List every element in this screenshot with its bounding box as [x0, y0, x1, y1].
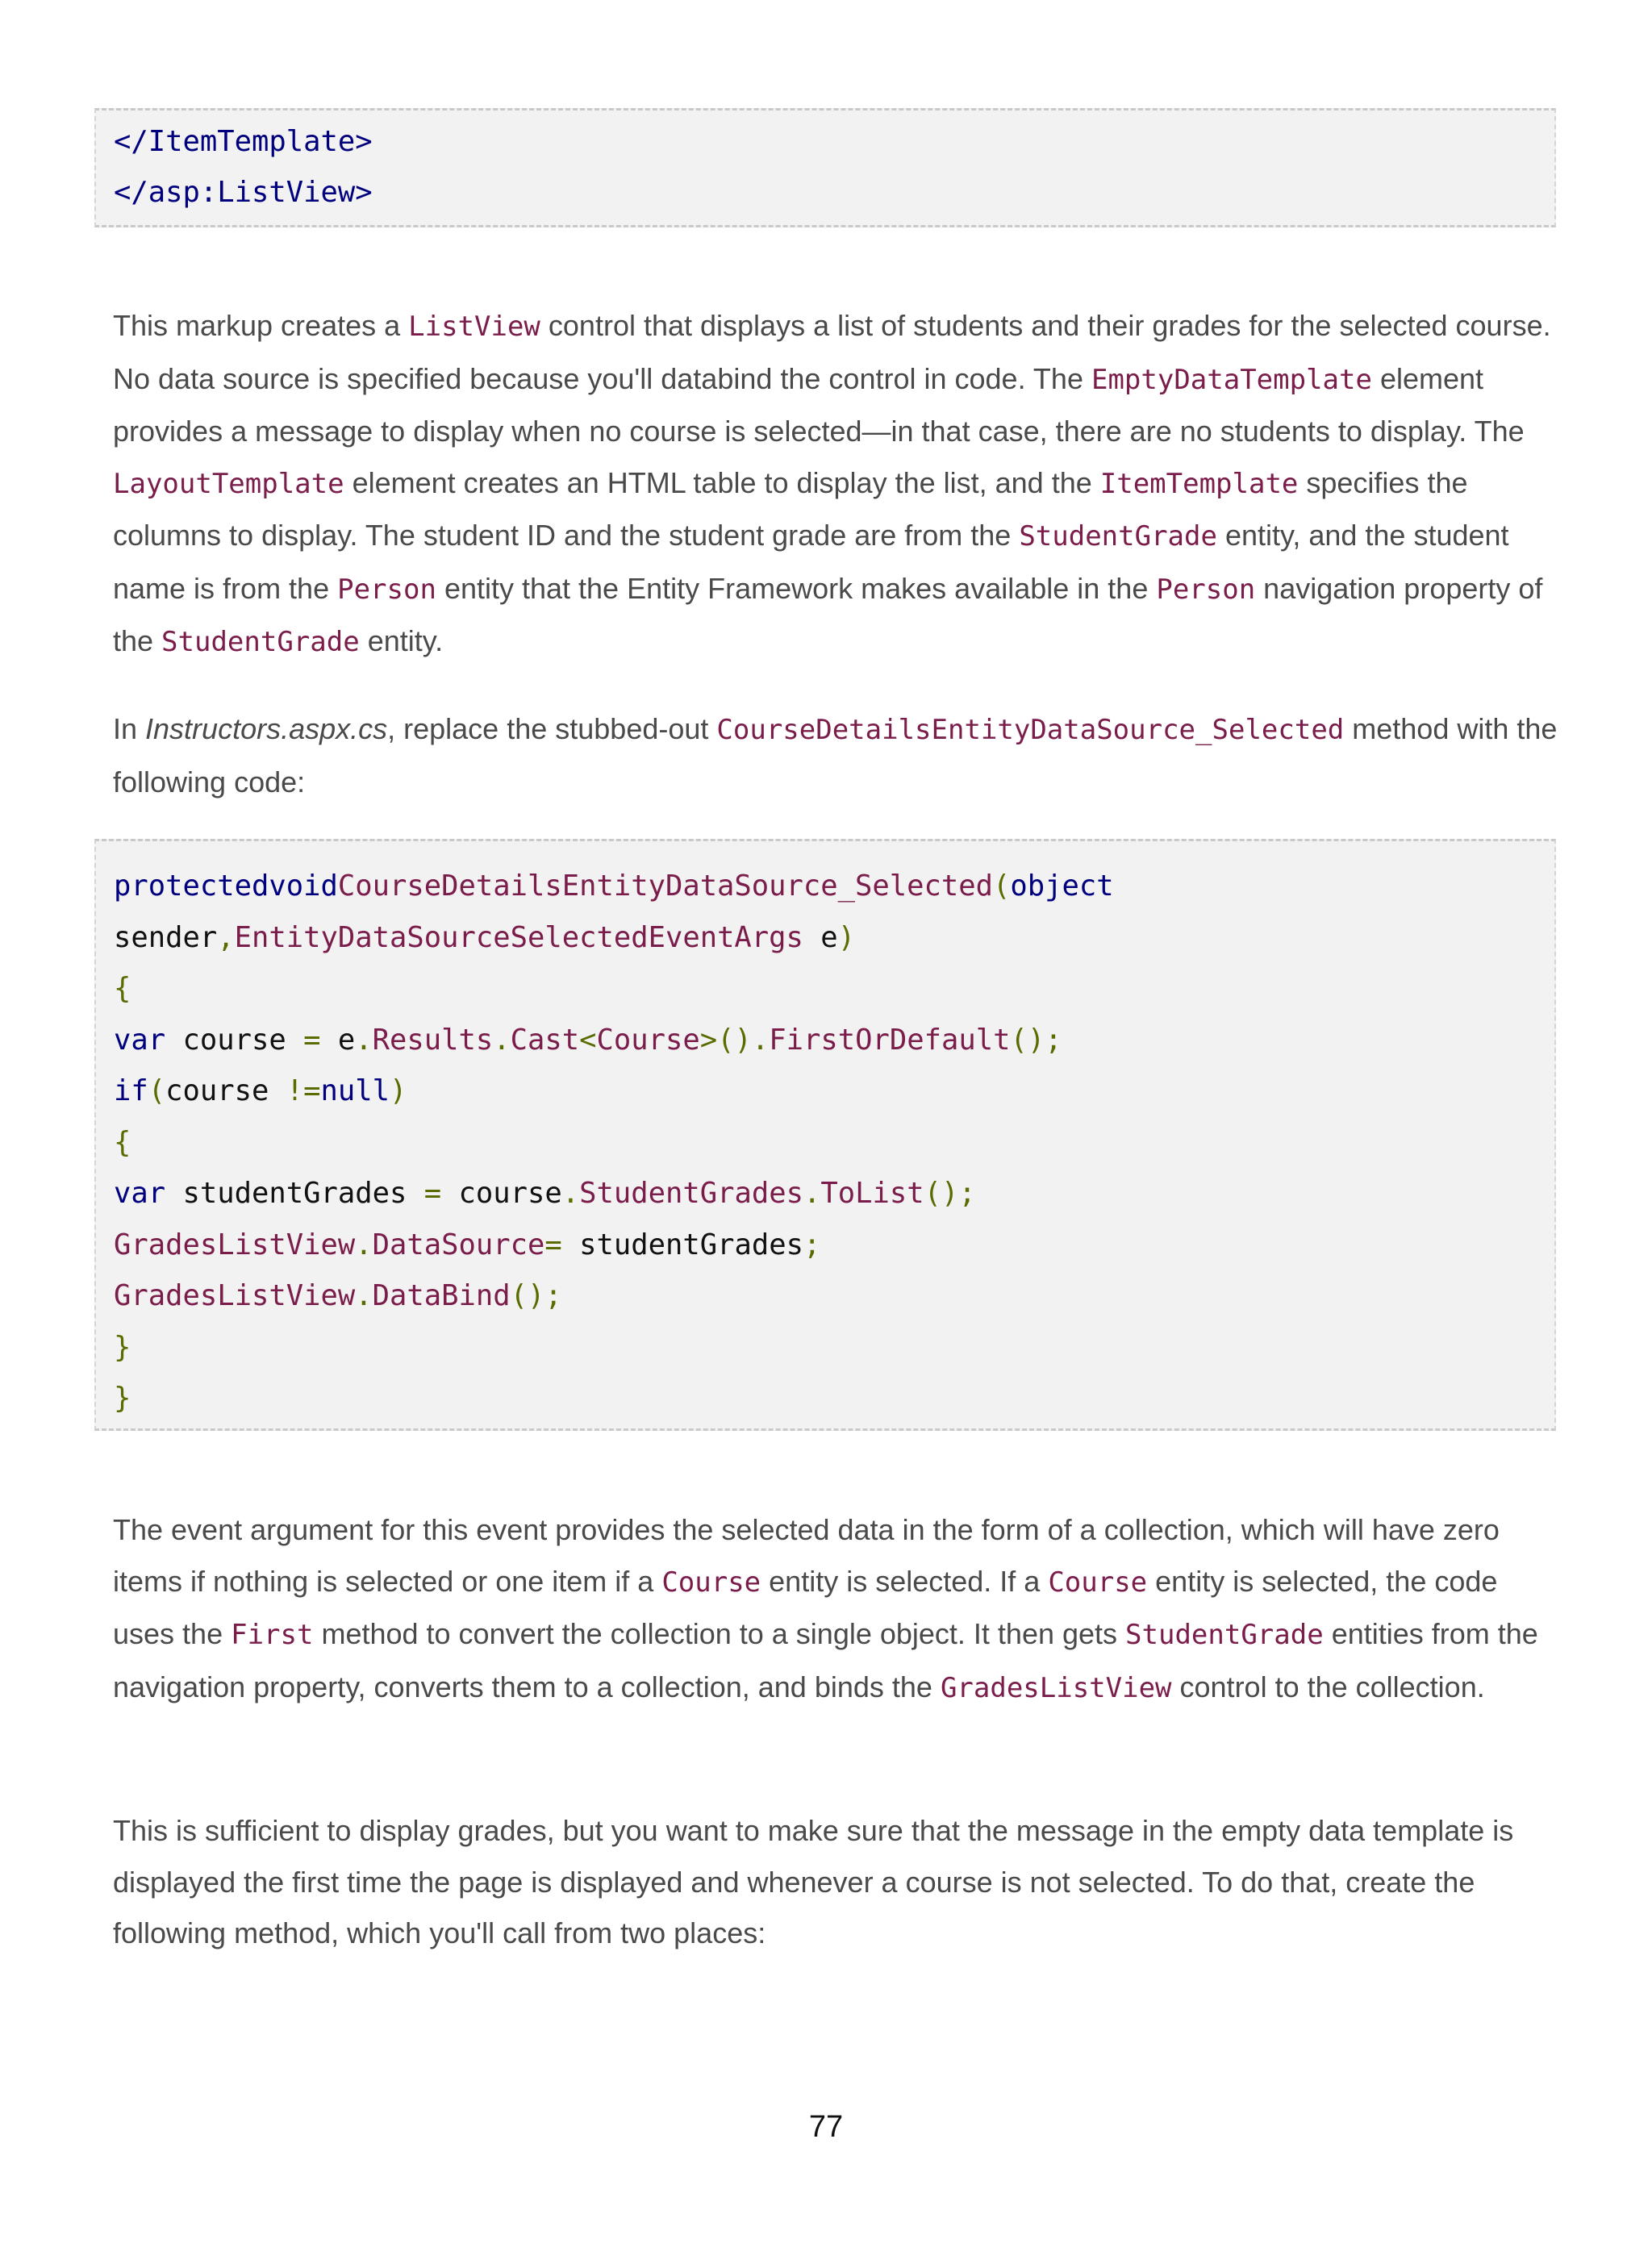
code-token: sender	[114, 921, 218, 954]
code-token: =	[544, 1228, 562, 1261]
inline-code: StudentGrade	[1019, 520, 1217, 552]
text: entities from the navigation property, converts them to a collection, and binds the	[113, 1617, 1538, 1703]
code-token: protectedvoid	[114, 869, 338, 903]
code-token: >().	[699, 1024, 770, 1057]
code-token: ,	[217, 921, 235, 954]
code-token: studentGrades	[561, 1228, 803, 1261]
code-token: ;	[803, 1228, 821, 1261]
code-token: ToList	[820, 1177, 924, 1210]
code-token: )	[837, 921, 856, 954]
text: The event argument for this event provides the selected data in the form of a collection, which will have zero items if nothing is selected or one item if a	[113, 1513, 1500, 1598]
paragraph-event-argument	[113, 1504, 1565, 1714]
text: In	[113, 712, 146, 745]
code-token: e	[320, 1024, 356, 1057]
text: entity, and the student name is from the	[113, 519, 1509, 605]
inline-code: GradesListView	[940, 1671, 1172, 1704]
code-token: .	[561, 1177, 580, 1210]
text: element provides a message to display when no course is selected—in that case, there are no students to display. The	[113, 361, 1525, 448]
inline-code: EmptyDataTemplate	[1091, 363, 1372, 396]
code-token: =	[303, 1024, 321, 1057]
code-line	[114, 1229, 820, 1261]
code-line	[114, 922, 855, 954]
code-token: .	[493, 1024, 511, 1057]
inline-code: ItemTemplate	[1099, 467, 1299, 500]
code-line: }	[114, 1382, 131, 1415]
inline-code: Course	[661, 1566, 761, 1599]
code-line: {	[114, 1126, 131, 1159]
code-token: StudentGrades	[579, 1177, 803, 1210]
inline-code: LayoutTemplate	[113, 467, 344, 500]
code-token: ();	[924, 1177, 976, 1210]
code-token: var	[114, 1177, 166, 1210]
text: , replace the stubbed-out	[387, 712, 717, 745]
inline-code: ListView	[408, 311, 540, 343]
inline-code: StudentGrade	[1125, 1619, 1324, 1651]
code-token: course	[165, 1074, 286, 1107]
paragraph-replace-instruction	[113, 703, 1565, 807]
code-block-selected-handler	[94, 839, 1556, 1431]
code-token: if	[114, 1074, 148, 1107]
code-token: ();	[510, 1279, 562, 1312]
text: This markup creates a	[113, 309, 409, 342]
text: entity.	[359, 624, 444, 657]
text: method to convert the collection to a single object. It then gets	[313, 1617, 1126, 1650]
code-token: )	[390, 1074, 407, 1107]
code-line: </asp:ListView>	[114, 176, 373, 209]
code-token: DataBind	[372, 1279, 511, 1312]
inline-code: Person	[1156, 573, 1256, 606]
text: entity is selected. If a	[761, 1564, 1049, 1598]
text: control that displays a list of students and their grades for the selected course. No data source is specified because you'll databind the control in code. The	[113, 309, 1551, 395]
text: entity is selected, the code uses the	[113, 1564, 1498, 1650]
code-token: GradesListView	[114, 1228, 356, 1261]
file-name: Instructors.aspx.cs	[145, 712, 388, 745]
code-token: course	[441, 1177, 562, 1210]
text: navigation property of the	[113, 571, 1543, 657]
code-token: Course	[596, 1024, 700, 1057]
code-block-listview-end	[94, 108, 1556, 227]
text: specifies the columns to display. The student ID and the student grade are from the	[113, 465, 1468, 552]
code-token: var	[114, 1024, 166, 1057]
text: control to the collection.	[1171, 1670, 1485, 1703]
code-token: .	[355, 1024, 373, 1057]
code-token: CourseDetailsEntityDataSource_Selected	[337, 869, 994, 903]
code-token: Cast	[510, 1024, 580, 1057]
code-token: FirstOrDefault	[769, 1024, 1011, 1057]
code-token: ();	[1010, 1024, 1062, 1057]
code-token: =	[423, 1177, 442, 1210]
code-token: .	[355, 1228, 373, 1261]
code-token: null	[320, 1074, 390, 1107]
code-token: Results	[372, 1024, 494, 1057]
code-token: .	[803, 1177, 821, 1210]
code-token: <	[579, 1024, 597, 1057]
inline-code: First	[231, 1619, 314, 1651]
code-line	[114, 1075, 407, 1107]
text: method with the following code:	[113, 712, 1558, 799]
code-token: !=	[286, 1074, 321, 1107]
code-token: .	[355, 1279, 373, 1312]
text: element creates an HTML table to display the list, and the	[344, 465, 1100, 499]
code-line	[114, 1024, 1062, 1057]
inline-code: Person	[337, 573, 436, 606]
code-line: {	[114, 972, 131, 1005]
inline-code: StudentGrade	[161, 626, 360, 658]
code-line	[114, 1280, 562, 1312]
page-number: 77	[808, 2110, 844, 2144]
code-token: (	[993, 869, 1011, 903]
code-token: e	[803, 921, 838, 954]
code-line	[114, 870, 1114, 903]
code-token: studentGrades	[165, 1177, 424, 1210]
text: This is sufficient to display grades, but you want to make sure that the message in the empty data template is displayed the first time the page is displayed and whenever a course is not selected. To do that, create the following method, which you'll call from two places:	[113, 1814, 1514, 1949]
inline-code: CourseDetailsEntityDataSource_Selected	[716, 714, 1345, 746]
code-token: EntityDataSourceSelectedEventArgs	[234, 921, 803, 954]
code-line	[114, 1178, 976, 1210]
inline-code: Course	[1048, 1566, 1148, 1599]
paragraph-empty-template-note	[113, 1805, 1565, 1959]
text: entity that the Entity Framework makes available in the	[436, 571, 1157, 605]
code-token: GradesListView	[114, 1279, 356, 1312]
code-line: }	[114, 1331, 131, 1364]
paragraph-listview-description	[113, 300, 1565, 669]
code-line: </ItemTemplate>	[114, 125, 373, 158]
code-token: course	[165, 1024, 304, 1057]
code-token: (	[148, 1074, 166, 1107]
code-token: object	[1010, 869, 1114, 903]
code-token: DataSource	[372, 1228, 545, 1261]
